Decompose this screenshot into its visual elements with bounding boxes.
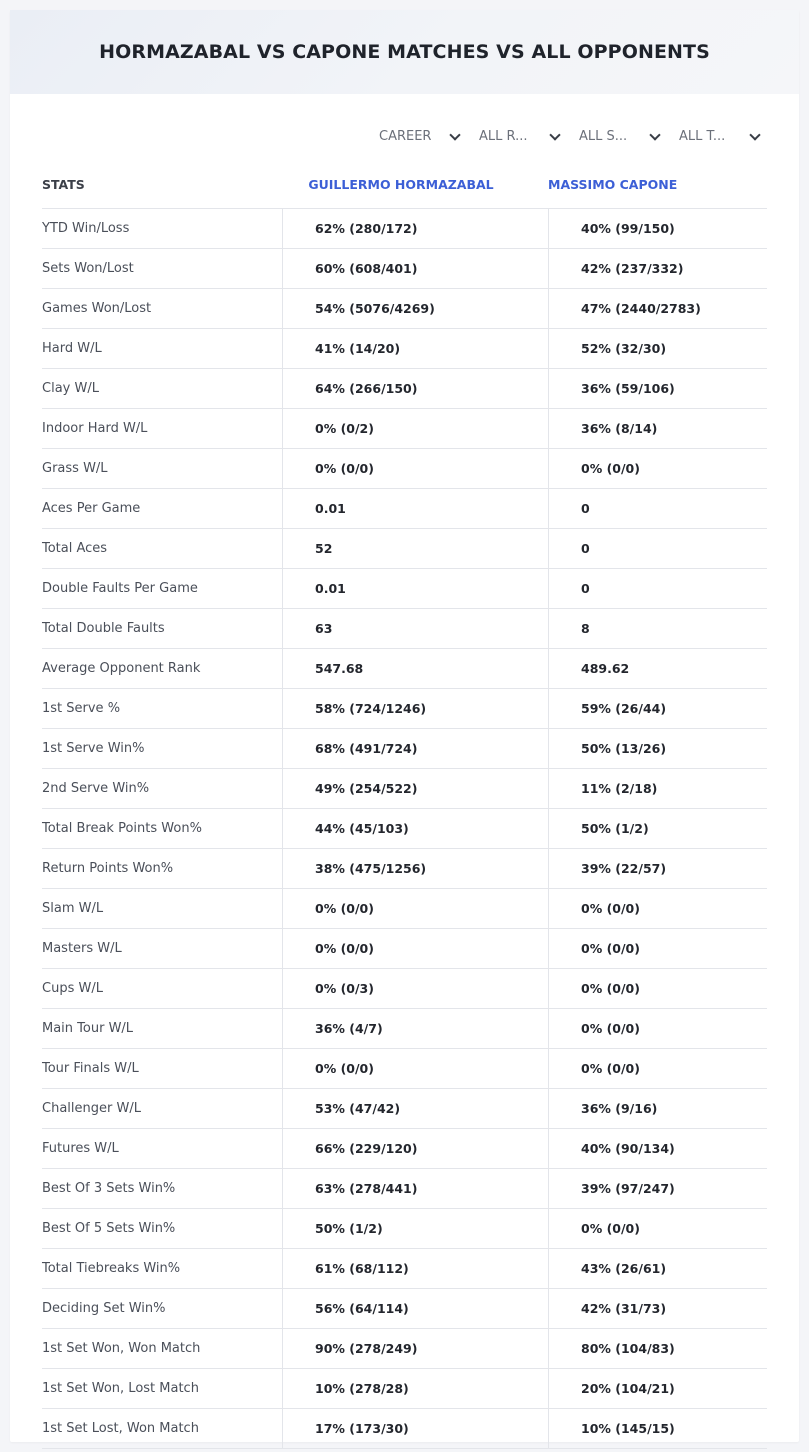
stat-name-cell: Total Aces xyxy=(42,541,108,556)
chevron-down-icon xyxy=(749,129,760,140)
stat-name-cell: 1st Set Won, Lost Match xyxy=(42,1381,199,1396)
stat-name-cell: 1st Serve Win% xyxy=(42,741,145,756)
stat-name-cell: Grass W/L xyxy=(42,461,108,476)
filter-bar xyxy=(367,126,767,146)
table-row xyxy=(42,969,767,1009)
player1-value-cell: 0% (0/0) xyxy=(282,449,548,488)
stat-name-cell: Slam W/L xyxy=(42,901,104,916)
player2-value-cell: 0% (0/0) xyxy=(548,1009,767,1048)
player1-value-cell: 64% (266/150) xyxy=(282,369,548,408)
stat-name-cell: Clay W/L xyxy=(42,381,99,396)
player2-value-cell: 59% (26/44) xyxy=(548,689,767,728)
table-row xyxy=(42,1329,767,1369)
player2-value-cell: 47% (2440/2783) xyxy=(548,289,767,328)
filter-tournament-select[interactable] xyxy=(667,126,767,146)
player1-value-cell: 38% (475/1256) xyxy=(282,849,548,888)
player1-value-cell: 62% (280/172) xyxy=(282,209,548,248)
table-row xyxy=(42,1169,767,1209)
stat-name-cell: Return Points Won% xyxy=(42,861,174,876)
table-row xyxy=(42,1209,767,1249)
player1-value-cell: 547.68 xyxy=(282,649,548,688)
table-row xyxy=(42,569,767,609)
player2-value-cell: 52% (32/30) xyxy=(548,329,767,368)
chevron-down-icon xyxy=(449,129,460,140)
player1-value-cell: 0% (0/0) xyxy=(282,889,548,928)
filter-period-select[interactable] xyxy=(367,126,467,146)
player2-value-cell: 8 xyxy=(548,609,767,648)
filter-round-label: ALL R... xyxy=(479,128,528,144)
player2-value-cell: 39% (22/57) xyxy=(548,849,767,888)
stat-name-cell: 1st Serve % xyxy=(42,701,121,716)
stat-name-cell: Total Break Points Won% xyxy=(42,821,202,836)
stat-name-cell: Total Double Faults xyxy=(42,621,165,636)
table-row xyxy=(42,849,767,889)
player1-value-cell: 63 xyxy=(282,609,548,648)
table-row xyxy=(42,329,767,369)
player1-value-cell: 56% (64/114) xyxy=(282,1289,548,1328)
player2-column-header[interactable]: MASSIMO CAPONE xyxy=(548,176,678,192)
player1-value-cell: 0.01 xyxy=(282,489,548,528)
stat-name-cell: Challenger W/L xyxy=(42,1101,141,1116)
player2-value-cell: 36% (9/16) xyxy=(548,1089,767,1128)
player2-value-cell: 40% (99/150) xyxy=(548,209,767,248)
stat-name-cell: 2nd Serve Win% xyxy=(42,781,150,796)
table-row xyxy=(42,1009,767,1049)
player1-value-cell: 53% (47/42) xyxy=(282,1089,548,1128)
table-row xyxy=(42,249,767,289)
table-row xyxy=(42,369,767,409)
player2-value-cell: 36% (8/14) xyxy=(548,409,767,448)
stat-name-cell: Deciding Set Win% xyxy=(42,1301,166,1316)
table-row xyxy=(42,609,767,649)
player2-value-cell: 0% (0/0) xyxy=(548,449,767,488)
table-row xyxy=(42,409,767,449)
player1-value-cell: 41% (14/20) xyxy=(282,329,548,368)
player1-value-cell: 0.01 xyxy=(282,569,548,608)
player1-value-cell: 66% (229/120) xyxy=(282,1129,548,1168)
table-row xyxy=(42,289,767,329)
table-row xyxy=(42,809,767,849)
player2-value-cell: 80% (104/83) xyxy=(548,1329,767,1368)
stat-name-cell: Average Opponent Rank xyxy=(42,661,201,676)
stat-name-cell: Indoor Hard W/L xyxy=(42,421,148,436)
stat-name-cell: Masters W/L xyxy=(42,941,122,956)
filter-surface-select[interactable] xyxy=(567,126,667,146)
table-row xyxy=(42,449,767,489)
player1-value-cell: 50% (1/2) xyxy=(282,1209,548,1248)
table-row xyxy=(42,1129,767,1169)
stat-name-cell: Sets Won/Lost xyxy=(42,261,134,276)
stat-name-cell: 1st Set Lost, Won Match xyxy=(42,1421,199,1436)
player2-value-cell: 489.62 xyxy=(548,649,767,688)
player1-value-cell: 61% (68/112) xyxy=(282,1249,548,1288)
player2-value-cell: 0 xyxy=(548,569,767,608)
table-row xyxy=(42,689,767,729)
table-row xyxy=(42,769,767,809)
filter-period-label: CAREER xyxy=(379,128,432,144)
player1-value-cell: 63% (278/441) xyxy=(282,1169,548,1208)
player2-value-cell: 42% (31/73) xyxy=(548,1289,767,1328)
player1-value-cell: 17% (173/30) xyxy=(282,1409,548,1448)
player1-value-cell: 0% (0/0) xyxy=(282,1049,548,1088)
table-row xyxy=(42,1089,767,1129)
player2-value-cell: 40% (90/134) xyxy=(548,1129,767,1168)
player1-value-cell: 0% (0/3) xyxy=(282,969,548,1008)
card-header xyxy=(10,10,799,94)
player2-value-cell: 10% (145/15) xyxy=(548,1409,767,1448)
player1-value-cell: 0% (0/2) xyxy=(282,409,548,448)
table-row xyxy=(42,209,767,249)
stat-name-cell: 1st Set Won, Won Match xyxy=(42,1341,201,1356)
player2-value-cell: 36% (59/106) xyxy=(548,369,767,408)
table-row xyxy=(42,1409,767,1449)
stat-name-cell: Best Of 5 Sets Win% xyxy=(42,1221,176,1236)
table-row xyxy=(42,649,767,689)
player1-value-cell: 0% (0/0) xyxy=(282,929,548,968)
player2-value-cell: 50% (1/2) xyxy=(548,809,767,848)
player1-value-cell: 52 xyxy=(282,529,548,568)
stat-name-cell: Best Of 3 Sets Win% xyxy=(42,1181,176,1196)
player2-value-cell: 0% (0/0) xyxy=(548,929,767,968)
player2-value-cell: 0% (0/0) xyxy=(548,969,767,1008)
table-row xyxy=(42,889,767,929)
page-title: HORMAZABAL VS CAPONE MATCHES VS ALL OPPONENTS xyxy=(99,41,710,63)
filter-round-select[interactable] xyxy=(467,126,567,146)
player1-column-header[interactable]: GUILLERMO HORMAZABAL xyxy=(308,176,494,192)
player2-value-cell: 0 xyxy=(548,489,767,528)
player1-value-cell: 60% (608/401) xyxy=(282,249,548,288)
player1-value-cell: 90% (278/249) xyxy=(282,1329,548,1368)
player1-value-cell: 58% (724/1246) xyxy=(282,689,548,728)
player1-value-cell: 68% (491/724) xyxy=(282,729,548,768)
player1-value-cell: 36% (4/7) xyxy=(282,1009,548,1048)
player1-value-cell: 54% (5076/4269) xyxy=(282,289,548,328)
stat-name-cell: Main Tour W/L xyxy=(42,1021,134,1036)
stats-table xyxy=(42,160,767,1449)
stat-name-cell: Total Tiebreaks Win% xyxy=(42,1261,181,1276)
stat-name-cell: Hard W/L xyxy=(42,341,102,356)
table-row xyxy=(42,1369,767,1409)
player2-value-cell: 20% (104/21) xyxy=(548,1369,767,1408)
table-row xyxy=(42,929,767,969)
stat-name-cell: Double Faults Per Game xyxy=(42,581,198,596)
player2-value-cell: 11% (2/18) xyxy=(548,769,767,808)
filter-tournament-label: ALL T... xyxy=(679,128,726,144)
player2-value-cell: 0% (0/0) xyxy=(548,889,767,928)
player2-value-cell: 50% (13/26) xyxy=(548,729,767,768)
table-row xyxy=(42,529,767,569)
stat-name-cell: Tour Finals W/L xyxy=(42,1061,139,1076)
player2-value-cell: 42% (237/332) xyxy=(548,249,767,288)
player2-value-cell: 0% (0/0) xyxy=(548,1049,767,1088)
stat-name-cell: Cups W/L xyxy=(42,981,103,996)
table-row xyxy=(42,1249,767,1289)
table-row xyxy=(42,1289,767,1329)
stats-card xyxy=(10,10,799,1442)
table-header xyxy=(42,160,767,209)
player2-value-cell: 0 xyxy=(548,529,767,568)
table-body xyxy=(42,209,767,1449)
player2-value-cell: 39% (97/247) xyxy=(548,1169,767,1208)
player2-value-cell: 43% (26/61) xyxy=(548,1249,767,1288)
stat-name-cell: YTD Win/Loss xyxy=(42,221,130,236)
player1-value-cell: 44% (45/103) xyxy=(282,809,548,848)
table-row xyxy=(42,729,767,769)
stat-name-cell: Aces Per Game xyxy=(42,501,141,516)
table-row xyxy=(42,489,767,529)
player1-value-cell: 10% (278/28) xyxy=(282,1369,548,1408)
player2-value-cell: 0% (0/0) xyxy=(548,1209,767,1248)
stats-column-header: STATS xyxy=(42,176,85,192)
stat-name-cell: Futures W/L xyxy=(42,1141,119,1156)
filter-surface-label: ALL S... xyxy=(579,128,628,144)
table-row xyxy=(42,1049,767,1089)
player1-value-cell: 49% (254/522) xyxy=(282,769,548,808)
stat-name-cell: Games Won/Lost xyxy=(42,301,152,316)
chevron-down-icon xyxy=(549,129,560,140)
chevron-down-icon xyxy=(649,129,660,140)
